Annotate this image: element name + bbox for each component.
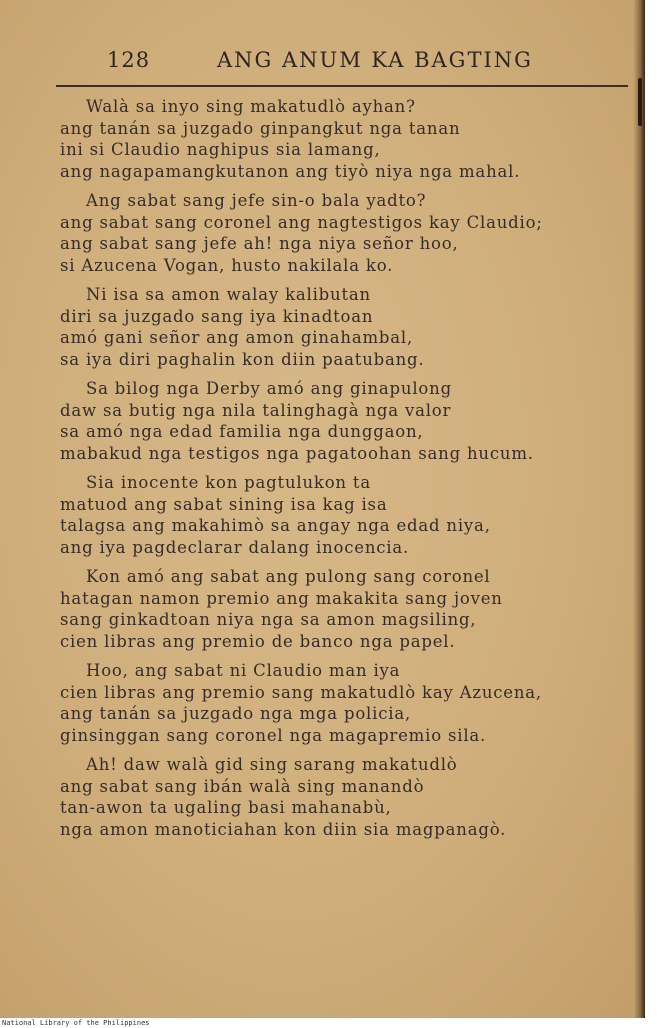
verse-line: sang ginkadtoan niya nga sa amon magsiling, xyxy=(60,610,477,629)
verse-line: daw sa butig nga nila talinghagà nga valor xyxy=(60,400,452,420)
verse-line: Ni isa sa amon walay kalibutan xyxy=(86,285,371,304)
verse-line: ang iya pagdeclarar dalang inocencia. xyxy=(60,537,410,557)
verse-line: Ah! daw walà gid sing sarang makatudlò xyxy=(86,755,458,774)
verse-line: hatagan namon premio ang makakita sang joven xyxy=(60,588,503,608)
verse-line: cien libras ang premio sang makatudlò kay Azucena, xyxy=(60,682,542,702)
verse-line: ginsinggan sang coronel nga magapremio sila. xyxy=(60,725,487,745)
stanza-6 xyxy=(60,566,620,652)
verse-line: Sia inocente kon pagtulukon ta xyxy=(86,473,371,492)
verse-line: sa amó nga edad familia nga dunggaon, xyxy=(60,422,424,441)
verse-line: tan-awon ta ugaling basi mahanabù, xyxy=(60,798,392,817)
page-edge-mark xyxy=(638,78,642,126)
verse-line: diri sa juzgado sang iya kinadtoan xyxy=(60,306,374,326)
verse-line: mabakud nga testigos nga pagatoohan sang hucum. xyxy=(60,443,534,463)
library-attribution: National Library of the Philippines xyxy=(2,1019,150,1027)
verse-line: Walà sa inyo sing makatudlò ayhan? xyxy=(86,97,416,116)
page-number: 128 xyxy=(107,48,151,72)
verse-line: ang sabat sang ibán walà sing manandò xyxy=(60,776,425,796)
verse-line: ang nagapamangkutanon ang tiyò niya nga mahal. xyxy=(60,161,521,181)
running-title: ANG ANUM KA BAGTING xyxy=(217,48,533,72)
page-header xyxy=(107,48,627,78)
verse-line: amó gani señor ang amon ginahambal, xyxy=(60,328,414,347)
stanza-8 xyxy=(60,754,620,840)
verse-line: nga amon manoticiahan kon diin sia magpanagò. xyxy=(60,819,507,839)
verse-line: ang sabat sang jefe ah! nga niya señor hoo, xyxy=(60,234,459,253)
stanza-4 xyxy=(60,378,620,464)
verse-line: sa iya diri paghalin kon diin paatubang. xyxy=(60,349,425,369)
stanza-3 xyxy=(60,284,620,370)
stanza-5 xyxy=(60,472,620,558)
stanza-2 xyxy=(60,190,620,276)
verse-line: cien libras ang premio de banco nga papel. xyxy=(60,631,456,651)
verse-line: talagsa ang makahimò sa angay nga edad niya, xyxy=(60,516,491,535)
verse-line: Kon amó ang sabat ang pulong sang coronel xyxy=(86,567,491,586)
verse-line: ini si Claudio naghipus sia lamang, xyxy=(60,140,381,159)
verse-line: Ang sabat sang jefe sin-o bala yadto? xyxy=(86,191,427,210)
verse-line: si Azucena Vogan, husto nakilala ko. xyxy=(60,255,394,275)
verse-line: matuod ang sabat sining isa kag isa xyxy=(60,494,388,514)
verse-line: ang tanán sa juzgado nga mga policia, xyxy=(60,704,412,723)
verse-line: Hoo, ang sabat ni Claudio man iya xyxy=(86,661,401,680)
poem-body xyxy=(60,96,620,848)
header-rule xyxy=(56,85,628,87)
stanza-1 xyxy=(60,96,620,182)
page-edge-shadow xyxy=(633,0,645,1018)
verse-line: Sa bilog nga Derby amó ang ginapulong xyxy=(86,379,452,398)
verse-line: ang tanán sa juzgado ginpangkut nga tanan xyxy=(60,118,461,138)
stanza-7 xyxy=(60,660,620,746)
verse-line: ang sabat sang coronel ang nagtestigos kay Claudio; xyxy=(60,212,543,232)
